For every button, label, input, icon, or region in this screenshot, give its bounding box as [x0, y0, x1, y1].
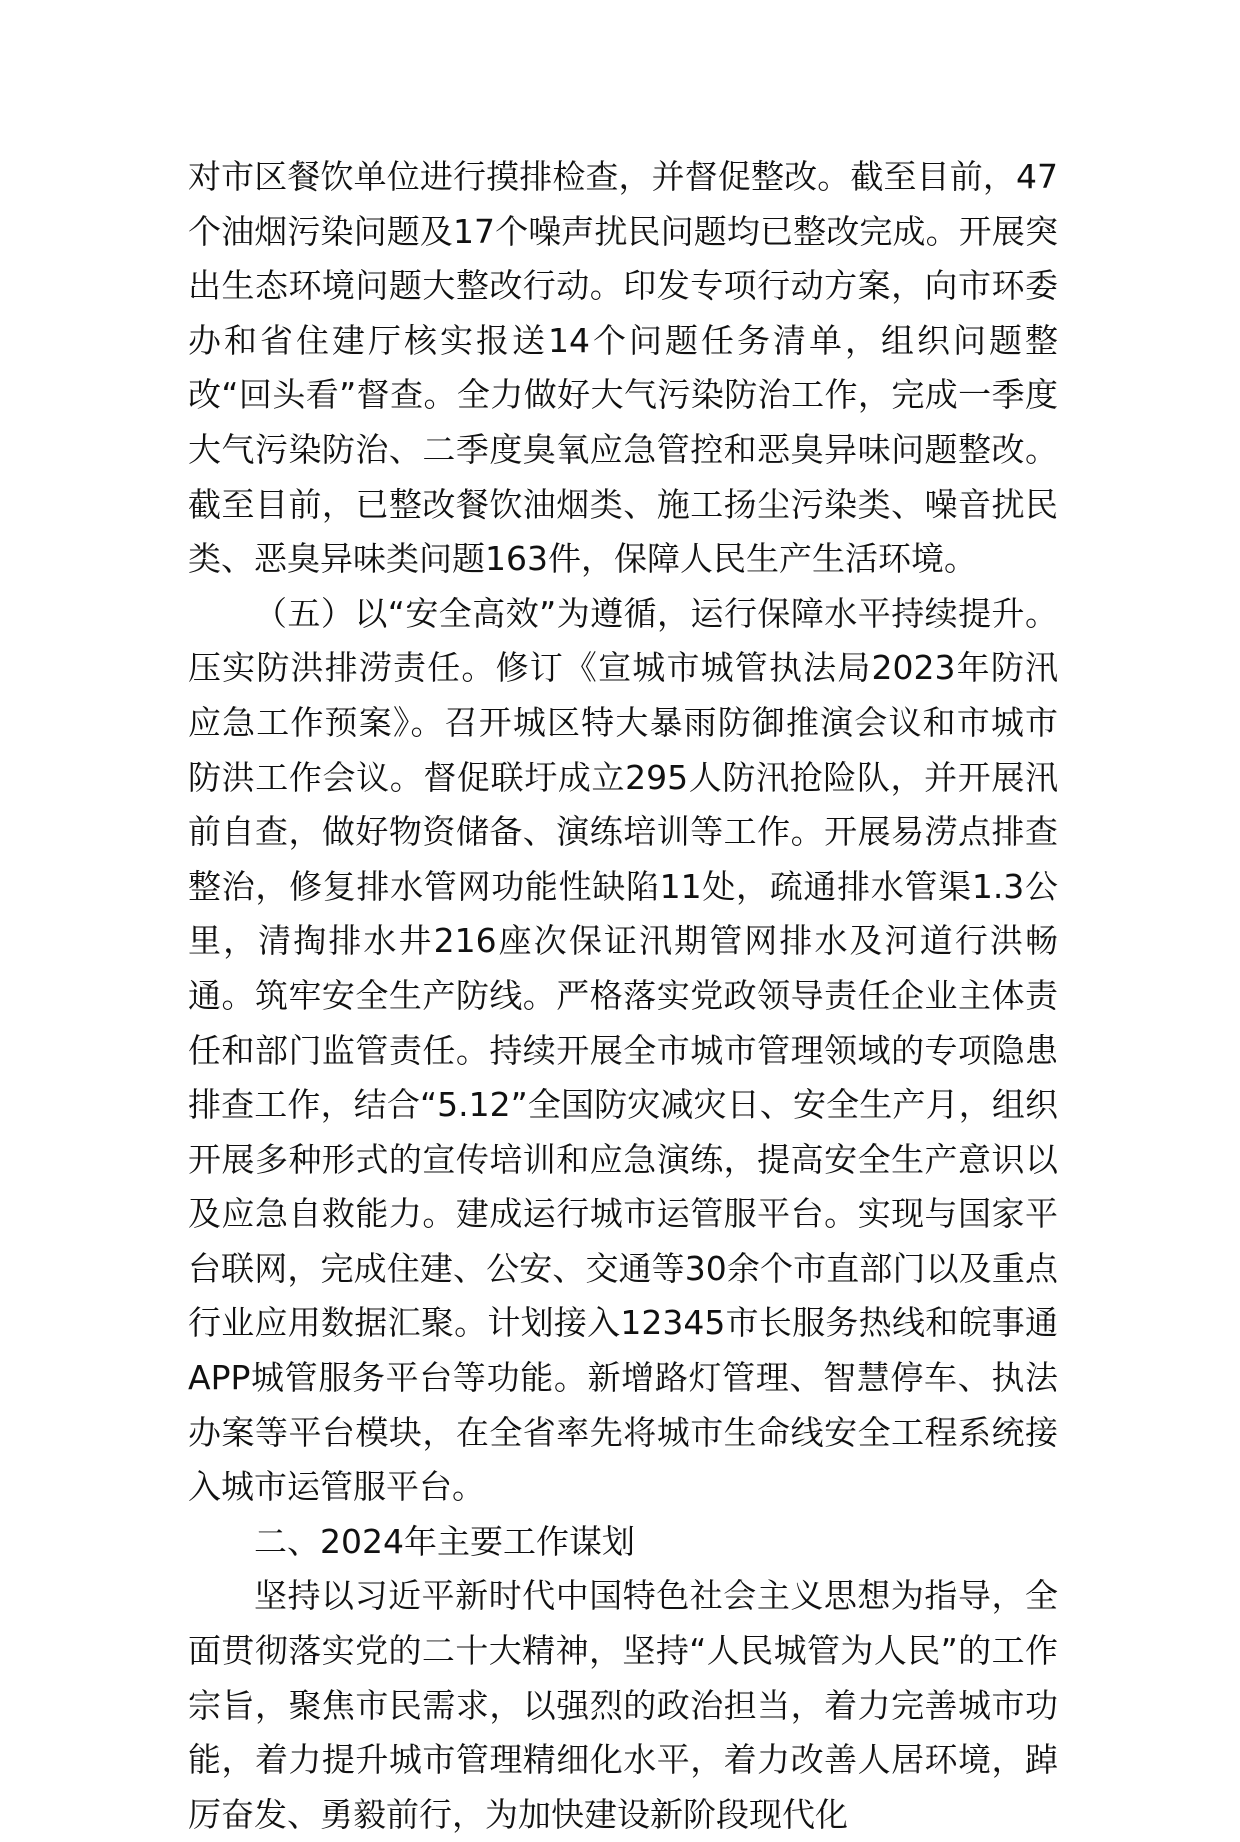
document-body — [188, 150, 1058, 1842]
section-heading-2024-plan: 二、2024年主要工作谋划 — [254, 1521, 635, 1561]
paragraph-2024-guidance: 坚持以习近平新时代中国特色社会主义思想为指导，全面贯彻落实党的二十大精神，坚持“人民城管为人民”的工作宗旨，聚焦市民需求，以强烈的政治担当，着力完善城市功能，着力提升城市管理精细化水平，着力改善人居环境，踔厉奋发、勇毅前行，为加快建设新阶段现代化 — [188, 1576, 1058, 1834]
paragraph-safety-operations: （五）以“安全高效”为遵循，运行保障水平持续提升。压实防洪排涝责任。修订《宣城市城管执法局2023年防汛应急工作预案》。召开城区特大暴雨防御推演会议和市城市防洪工作会议。督促联圩成立295人防汛抢险队，并开展汛前自查，做好物资储备、演练培训等工作。开展易涝点排查整治，修复排水管网功能性缺陷11处，疏通排水管渠1.3公里，清掏排水井216座次保证汛期管网排水及河道行洪畅通。筑牢安全生产防线。严格落实党政领导责任企业主体责任和部门监管责任。持续开展全市城市管理领域的专项隐患排查工作，结合“5.12”全国防灾减灾日、安全生产月，组织开展多种形式的宣传培训和应急演练，提高安全生产意识以及应急自救能力。建成运行城市运管服平台。实现与国家平台联网，完成住建、公安、交通等30余个市直部门以及重点行业应用数据汇聚。计划接入12345市长服务热线和皖事通APP城管服务平台等功能。新增路灯管理、智慧停车、执法办案等平台模块，在全省率先将城市生命线安全工程系统接入城市运管服平台。 — [188, 593, 1058, 1507]
paragraph-environment-rectification: 对市区餐饮单位进行摸排检查，并督促整改。截至目前，47个油烟污染问题及17个噪声扰民问题均已整改完成。开展突出生态环境问题大整改行动。印发专项行动方案，向市环委办和省住建厅核实报送14个问题任务清单，组织问题整改“回头看”督查。全力做好大气污染防治工作，完成一季度大气污染防治、二季度臭氧应急管控和恶臭异味问题整改。截至目前，已整改餐饮油烟类、施工扬尘污染类、噪音扰民类、恶臭异味类问题163件，保障人民生产生活环境。 — [188, 157, 1058, 579]
